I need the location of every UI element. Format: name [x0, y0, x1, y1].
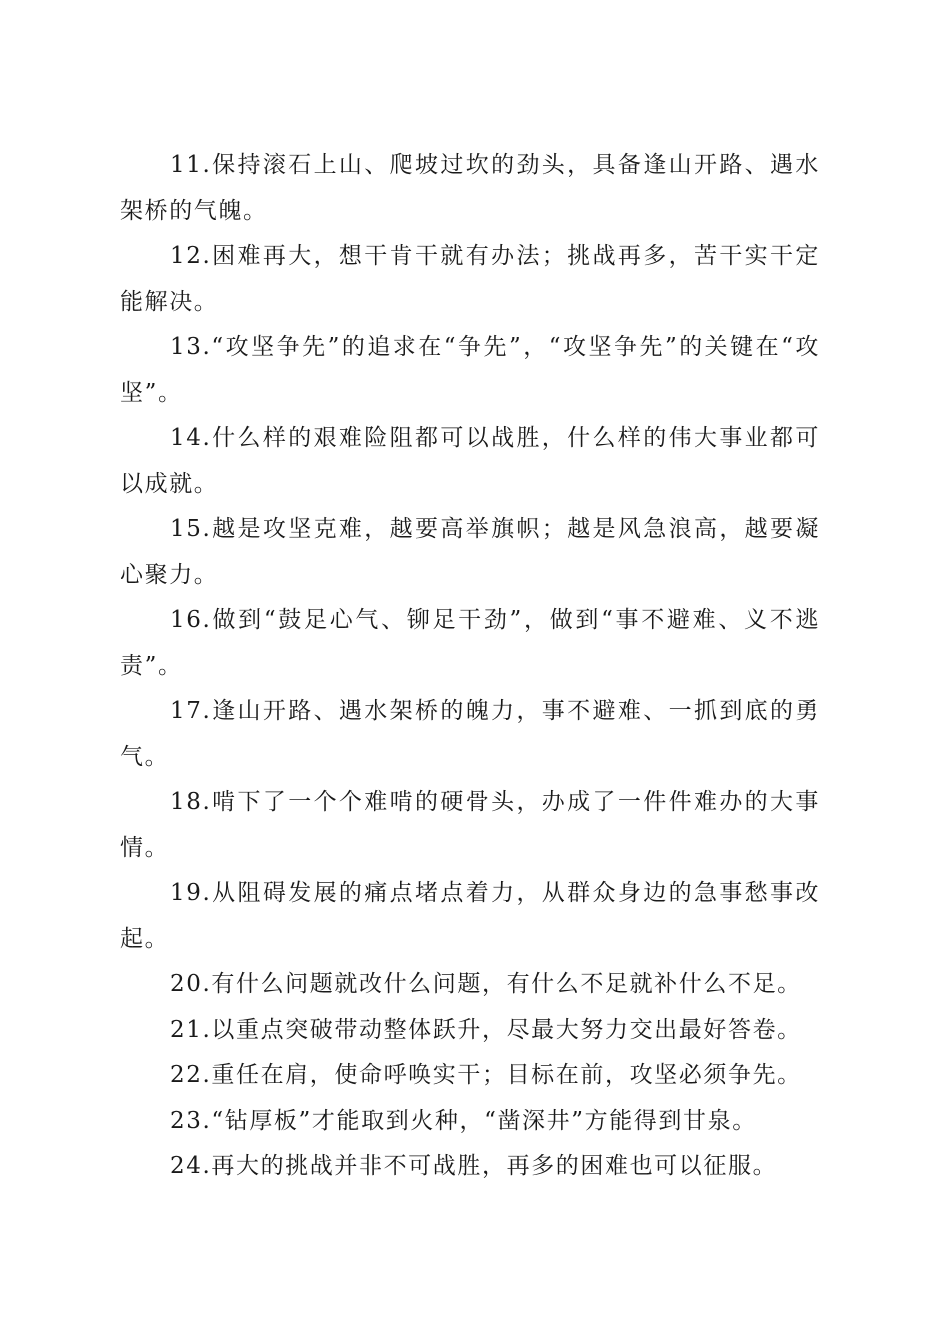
paragraph-18: 18.啃下了一个个难啃的硬骨头，办成了一件件难办的大事情。	[120, 789, 820, 861]
paragraph-20: 20.有什么问题就改什么问题，有什么不足就补什么不足。	[170, 971, 802, 997]
paragraph-17: 17.逢山开路、遇水架桥的魄力，事不避难、一抓到底的勇气。	[120, 698, 820, 770]
paragraph-14: 14.什么样的艰难险阻都可以战胜，什么样的伟大事业都可以成就。	[120, 425, 820, 497]
paragraph-21: 21.以重点突破带动整体跃升，尽最大努力交出最好答卷。	[170, 1016, 802, 1043]
paragraph-15: 15.越是攻坚克难，越要高举旗帜；越是风急浪高，越要凝心聚力。	[120, 516, 820, 588]
paragraph-11: 11.保持滚石上山、爬坡过坎的劲头，具备逢山开路、遇水架桥的气魄。	[120, 152, 820, 224]
document-body	[120, 143, 820, 1190]
paragraph-13: 13.“攻坚争先”的追求在“争先”，“攻坚争先”的关键在“攻坚”。	[120, 334, 820, 406]
paragraph-16: 16.做到“鼓足心气、铆足干劲”，做到“事不避难、义不逃责”。	[120, 607, 820, 679]
paragraph-22: 22.重任在肩，使命呼唤实干；目标在前，攻坚必须争先。	[170, 1062, 802, 1088]
paragraph-19: 19.从阻碍发展的痛点堵点着力，从群众身边的急事愁事改起。	[120, 880, 820, 952]
paragraph-12: 12.困难再大，想干肯干就有办法；挑战再多，苦干实干定能解决。	[120, 243, 820, 315]
paragraph-24: 24.再大的挑战并非不可战胜，再多的困难也可以征服。	[170, 1153, 778, 1179]
paragraph-23: 23.“钻厚板”才能取到火种，“凿深井”方能得到甘泉。	[170, 1107, 757, 1134]
